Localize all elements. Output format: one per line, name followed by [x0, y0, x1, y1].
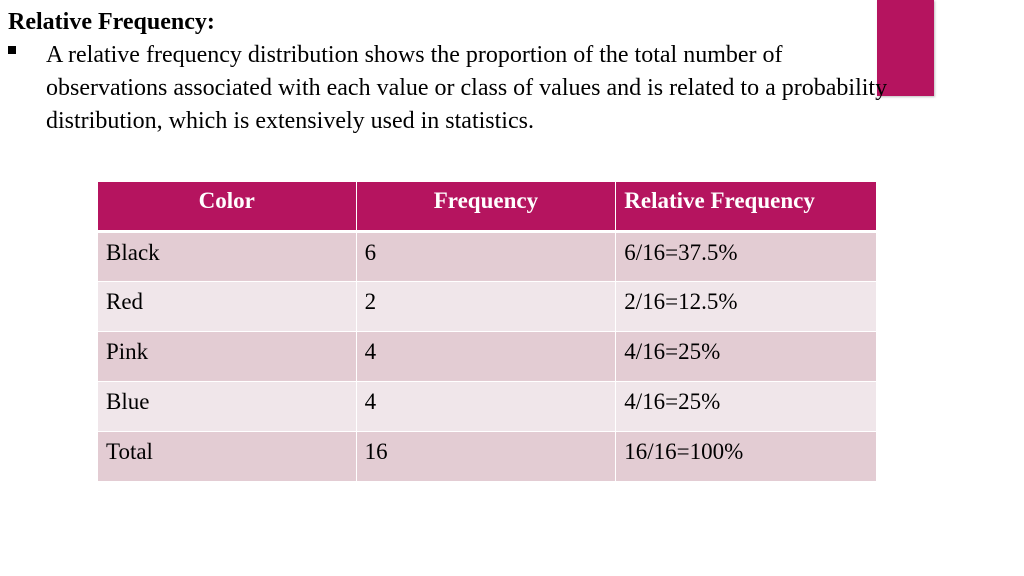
table-row-total — [98, 432, 877, 482]
cell-frequency: 4 — [356, 382, 616, 432]
header-color: Color — [98, 182, 357, 232]
relative-frequency-table — [97, 181, 877, 482]
cell-color: Pink — [98, 332, 357, 382]
cell-color: Total — [98, 432, 357, 482]
cell-frequency: 16 — [356, 432, 616, 482]
cell-frequency: 4 — [356, 332, 616, 382]
table-row — [98, 382, 877, 432]
slide-heading: Relative Frequency: — [8, 9, 215, 35]
bullet-text: A relative frequency distribution shows the proportion of the total number of observations associated with each value or class of values and is related to a probability distribution, which is extensively used in statistics. — [46, 42, 888, 134]
table-row — [98, 332, 877, 382]
cell-frequency: 6 — [356, 232, 616, 282]
cell-color: Red — [98, 282, 357, 332]
header-frequency: Frequency — [356, 182, 616, 232]
cell-relative-frequency: 2/16=12.5% — [616, 282, 877, 332]
cell-color: Black — [98, 232, 357, 282]
cell-color: Blue — [98, 382, 357, 432]
cell-relative-frequency: 16/16=100% — [616, 432, 877, 482]
cell-relative-frequency: 6/16=37.5% — [616, 232, 877, 282]
cell-relative-frequency: 4/16=25% — [616, 382, 877, 432]
header-relative-frequency: Relative Frequency — [616, 182, 877, 232]
cell-frequency: 2 — [356, 282, 616, 332]
table-row — [98, 282, 877, 332]
square-bullet-icon — [8, 46, 16, 54]
cell-relative-frequency: 4/16=25% — [616, 332, 877, 382]
table-row — [98, 232, 877, 282]
table-header-row — [98, 182, 877, 232]
